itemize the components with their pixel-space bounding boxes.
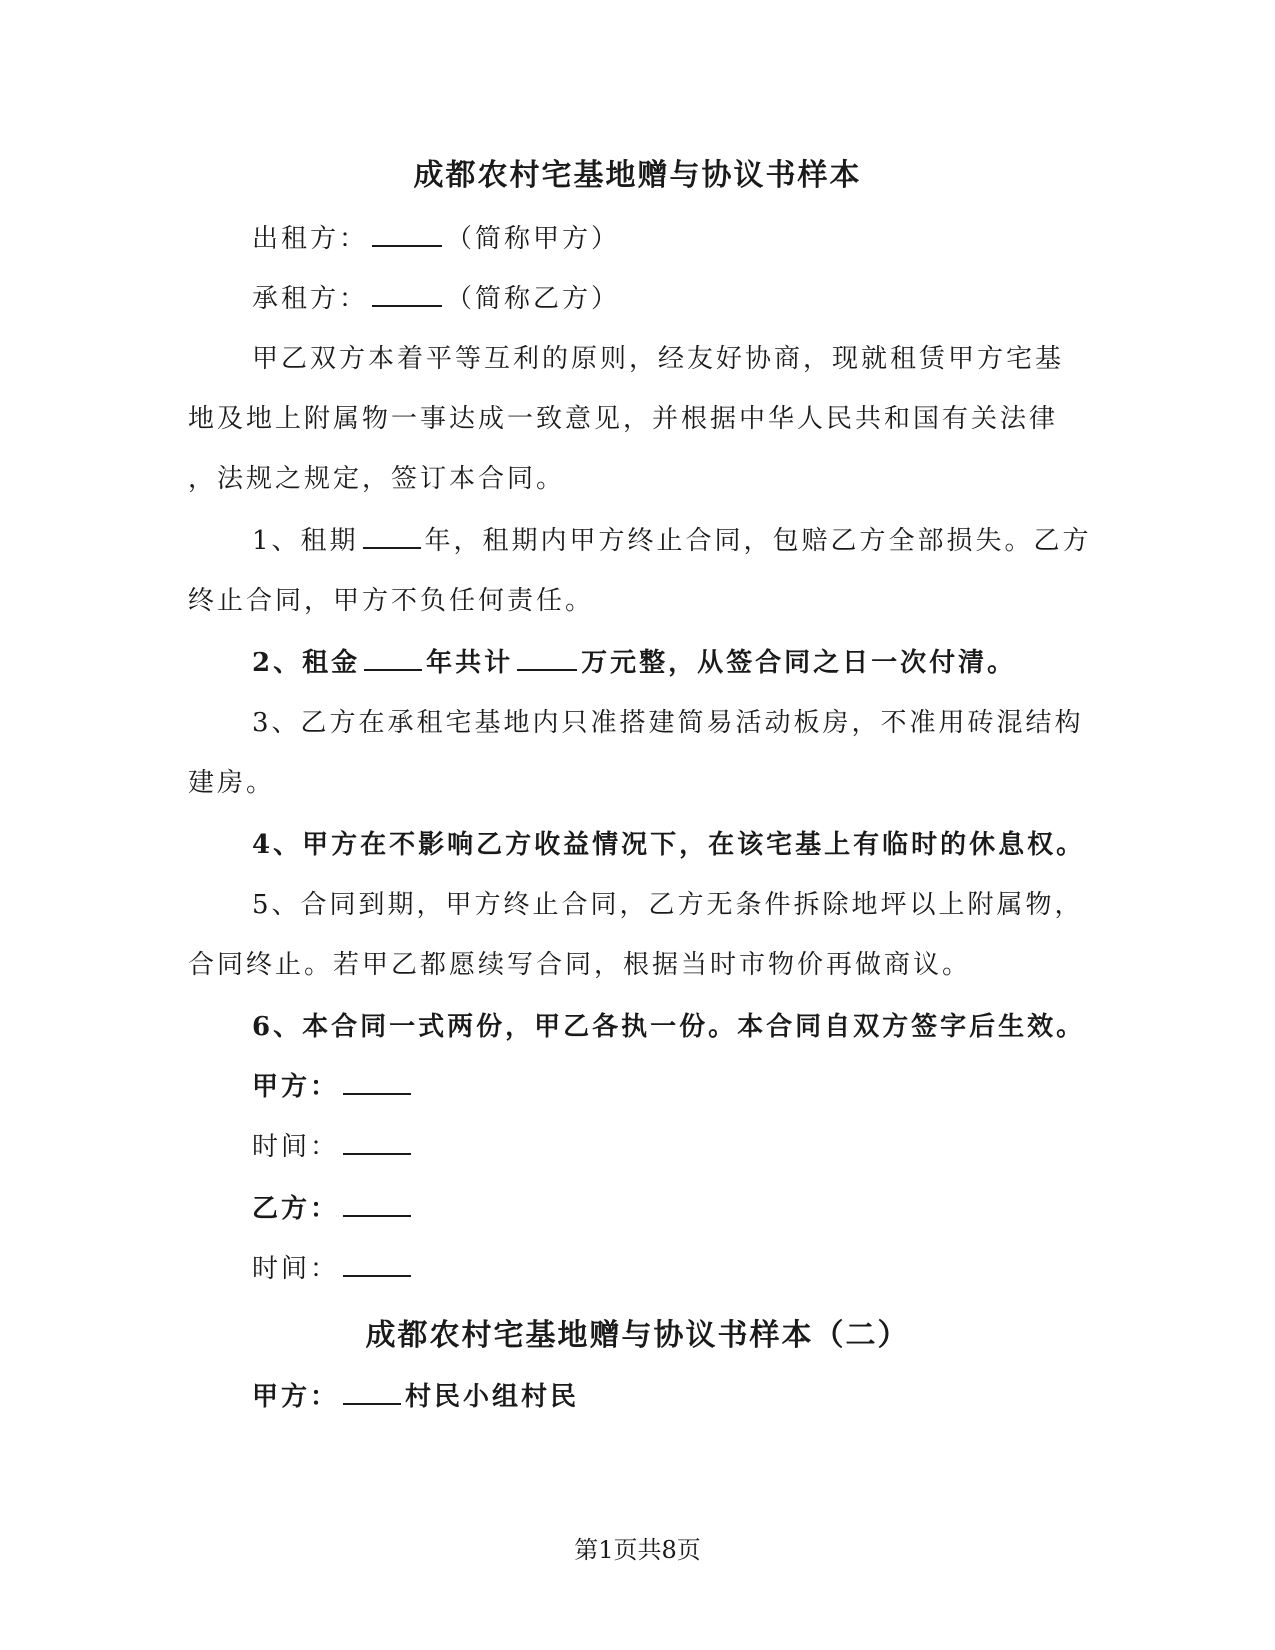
clause-2-mid: 年共计 [426, 648, 514, 678]
party-a-time-blank [343, 1131, 411, 1155]
clause-4: 4、甲方在不影响乙方收益情况下，在该宅基上有临时的休息权。 [252, 830, 1086, 860]
party-b-time-line [252, 1248, 415, 1285]
document-title: 成都农村宅基地赠与协议书样本 [413, 158, 862, 193]
clause-2-blank-years [364, 647, 422, 671]
lessor-line [252, 218, 620, 255]
party-a-blank [343, 1071, 411, 1095]
section-2-party-a-line [252, 1376, 579, 1413]
clause-3-line-1: 3、乙方在承租宅基地内只准搭建简易活动板房，不准用砖混结构 [252, 708, 1084, 738]
clause-5-line-1: 5、合同到期，甲方终止合同，乙方无条件拆除地坪以上附属物， [252, 890, 1084, 920]
party-b-time-blank [343, 1253, 411, 1277]
party-a-time-line [252, 1126, 415, 1163]
party-b-label: 乙方： [252, 1194, 340, 1224]
clause-2-text: 万元整，从签合同之日一次付清。 [581, 648, 1017, 678]
clause-2-blank-amount [517, 647, 577, 671]
party-a-label: 甲方： [252, 1072, 340, 1102]
section-2-party-a-blank [343, 1381, 401, 1405]
intro-line-3: ，法规之规定，签订本合同。 [188, 464, 566, 494]
section-2-party-a-label: 甲方： [252, 1382, 340, 1412]
section-2-title: 成都农村宅基地赠与协议书样本（二） [365, 1318, 910, 1353]
clause-6: 6、本合同一式两份，甲乙各执一份。本合同自双方签字后生效。 [252, 1012, 1086, 1042]
intro-line-1: 甲乙双方本着平等互利的原则，经友好协商，现就租赁甲方宅基 [252, 344, 1065, 374]
clause-2 [252, 642, 1016, 679]
lessee-line [252, 278, 620, 315]
party-b-time-label: 时间： [252, 1254, 340, 1284]
clause-1-line-1 [252, 520, 1092, 557]
intro-line-2: 地及地上附属物一事达成一致意见，并根据中华人民共和国有关法律 [188, 404, 1059, 434]
page-indicator: 第1页共8页 [574, 1536, 701, 1564]
clause-1-prefix: 1、租期 [252, 526, 359, 556]
clause-1-text: 年，租期内甲方终止合同，包赔乙方全部损失。乙方 [424, 526, 1092, 556]
party-a-signature-line [252, 1066, 415, 1103]
clause-2-prefix: 2、租金 [252, 648, 361, 678]
party-a-time-label: 时间： [252, 1132, 340, 1162]
lessor-label: 出租方： [252, 224, 369, 254]
lessee-note: （简称乙方） [446, 284, 621, 314]
lessee-blank [372, 283, 442, 307]
clause-1-line-2: 终止合同，甲方不负任何责任。 [188, 586, 595, 616]
clause-1-blank [363, 525, 421, 549]
lessor-note: （简称甲方） [446, 224, 621, 254]
clause-3-line-2: 建房。 [188, 768, 276, 798]
lessor-blank [372, 223, 442, 247]
clause-5-line-2: 合同终止。若甲乙都愿续写合同，根据当时市物价再做商议。 [188, 950, 972, 980]
party-b-signature-line [252, 1188, 415, 1225]
party-b-blank [343, 1193, 411, 1217]
lessee-label: 承租方： [252, 284, 369, 314]
section-2-party-a-text: 村民小组村民 [405, 1382, 580, 1412]
